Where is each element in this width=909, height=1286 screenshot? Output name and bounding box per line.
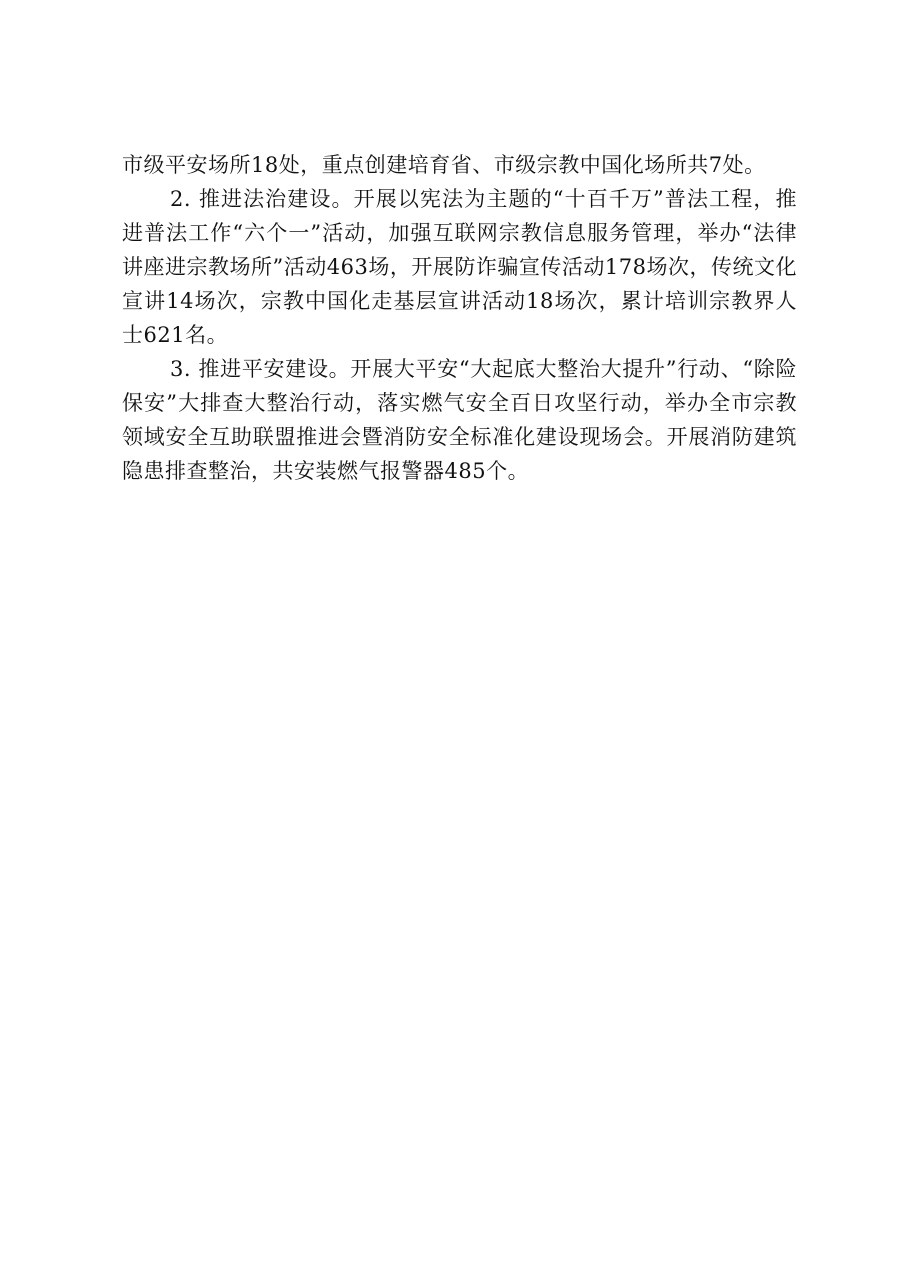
paragraph-safety-construction: 3. 推进平安建设。开展大平安“大起底大整治大提升”行动、“除险保安”大排查大整治行动，落实燃气安全百日攻坚行动，举办全市宗教领域安全互助联盟推进会暨消防安全标准化建设现场会。开展消防建筑隐患排查整治，共安装燃气报警器485个。 <box>122 357 797 483</box>
document-body <box>122 148 797 488</box>
paragraph-rule-of-law: 2. 推进法治建设。开展以宪法为主题的“十百千万”普法工程，推进普法工作“六个一”活动，加强互联网宗教信息服务管理，举办“法律讲座进宗教场所”活动463场，开展防诈骗宣传活动178场次，传统文化宣讲14场次，宗教中国化走基层宣讲活动18场次，累计培训宗教界人士621名。 <box>122 187 797 347</box>
paragraph-continuation: 市级平安场所18处，重点创建培育省、市级宗教中国化场所共7处。 <box>122 153 766 177</box>
